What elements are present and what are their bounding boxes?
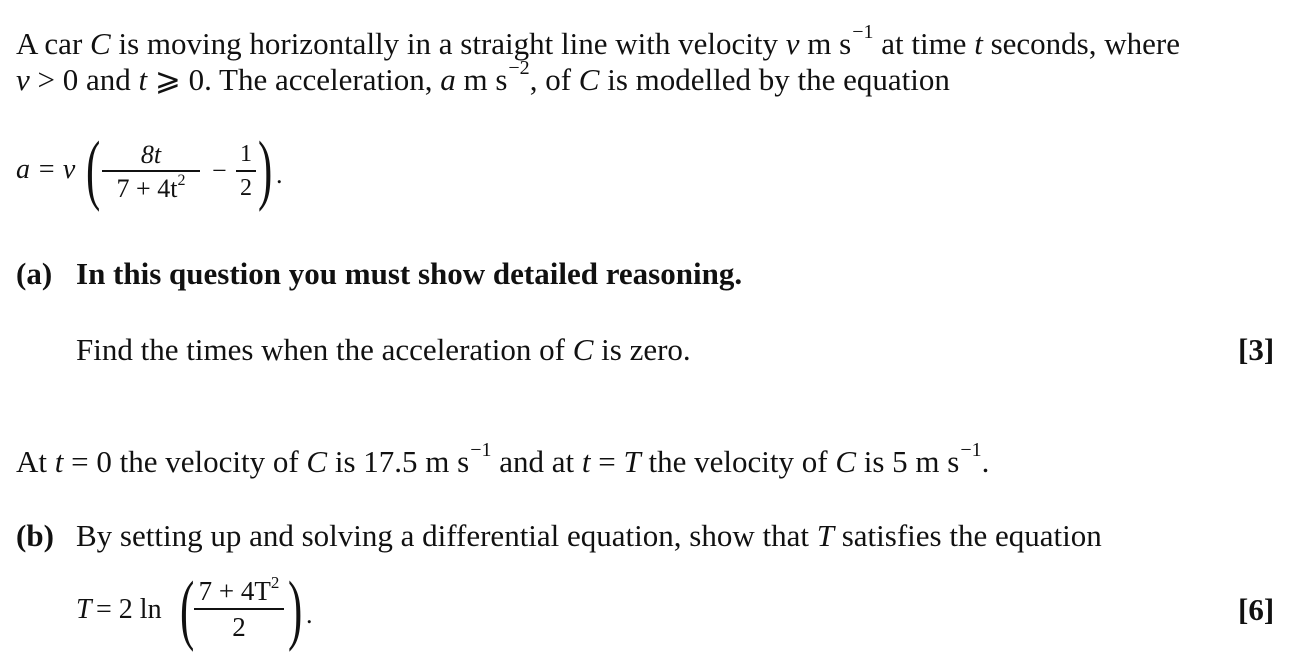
var-t: t — [974, 26, 983, 61]
var-a: a — [440, 62, 456, 97]
var-t: t — [54, 444, 64, 479]
text: at time — [873, 26, 975, 61]
part-b-question — [76, 520, 1102, 551]
left-paren: ( — [86, 125, 101, 212]
text: . — [981, 444, 990, 479]
var-T: T — [623, 444, 641, 479]
intro-line-1 — [16, 21, 1180, 61]
text: ⩾ 0. The acceleration, — [147, 62, 441, 97]
fraction-bar — [194, 608, 284, 610]
period: . — [306, 600, 313, 629]
part-a-instruction: In this question you must show detailed reasoning. — [76, 256, 743, 291]
text: the velocity of — [640, 444, 836, 479]
text: = — [590, 444, 624, 479]
var-C: C — [578, 62, 600, 97]
var-C: C — [835, 444, 856, 479]
T-equation — [76, 565, 336, 654]
unit-exponent: −1 — [960, 439, 982, 461]
denominator: 2 — [240, 175, 252, 201]
acceleration-equation — [16, 125, 316, 216]
var-C: C — [306, 444, 328, 479]
text: By setting up and solving a differential equation, show that — [76, 518, 817, 553]
part-a-marks: [3] — [1238, 332, 1275, 367]
var-v: v — [785, 26, 800, 61]
var-C: C — [572, 332, 594, 367]
part-b-marks: [6] — [1238, 592, 1275, 627]
var-T: T — [816, 518, 834, 553]
var-C: C — [90, 26, 111, 61]
text: At — [16, 444, 55, 479]
var-T: T — [76, 594, 92, 625]
info-line — [16, 439, 990, 479]
fraction-bar — [236, 170, 256, 172]
unit-exponent: −1 — [852, 21, 874, 43]
text: satisfies the equation — [833, 518, 1102, 553]
numerator: 8t — [140, 140, 162, 169]
text: A car — [16, 26, 91, 61]
intro-line-2 — [16, 57, 950, 97]
fraction-bar — [102, 170, 200, 172]
text: is zero. — [593, 332, 691, 367]
period: . — [276, 160, 283, 189]
fraction-8t — [102, 136, 200, 206]
part-b-label: (b) — [16, 518, 54, 553]
unit: m s — [455, 62, 508, 97]
unit-exponent: −2 — [508, 57, 530, 79]
part-a-question — [76, 334, 691, 365]
var-v: v — [16, 62, 30, 97]
denominator: $7 + 4t^2$ — [116, 172, 186, 203]
right-paren: ) — [258, 125, 273, 212]
part-a-label: (a) — [16, 256, 53, 291]
numerator: 1 — [240, 141, 252, 167]
text: = 0 the velocity of — [63, 444, 307, 479]
fraction-7-plus-4T2 — [194, 574, 284, 646]
var-t: t — [581, 444, 591, 479]
equation-lhs: a = v — [16, 154, 76, 185]
numerator: $7 + 4T^2$ — [198, 573, 280, 606]
equation-lhs: = 2 ln — [96, 594, 162, 625]
denominator: 2 — [232, 612, 246, 642]
left-paren: ( — [180, 565, 195, 652]
text: is 17.5 m s — [327, 444, 470, 479]
text: is 5 m s — [856, 444, 960, 479]
unit: m s — [799, 26, 852, 61]
text: is moving horizontally in a straight line with velocity — [110, 26, 786, 61]
right-paren: ) — [288, 565, 303, 652]
text: , of — [529, 62, 579, 97]
text: seconds, where — [982, 26, 1180, 61]
text: > 0 and — [29, 62, 139, 97]
text: is modelled by the equation — [599, 62, 950, 97]
unit-exponent: −1 — [470, 439, 492, 461]
text: Find the times when the acceleration of — [76, 332, 573, 367]
fraction-half — [236, 136, 256, 206]
var-t: t — [138, 62, 148, 97]
text: and at — [491, 444, 582, 479]
minus-sign: − — [212, 156, 227, 185]
